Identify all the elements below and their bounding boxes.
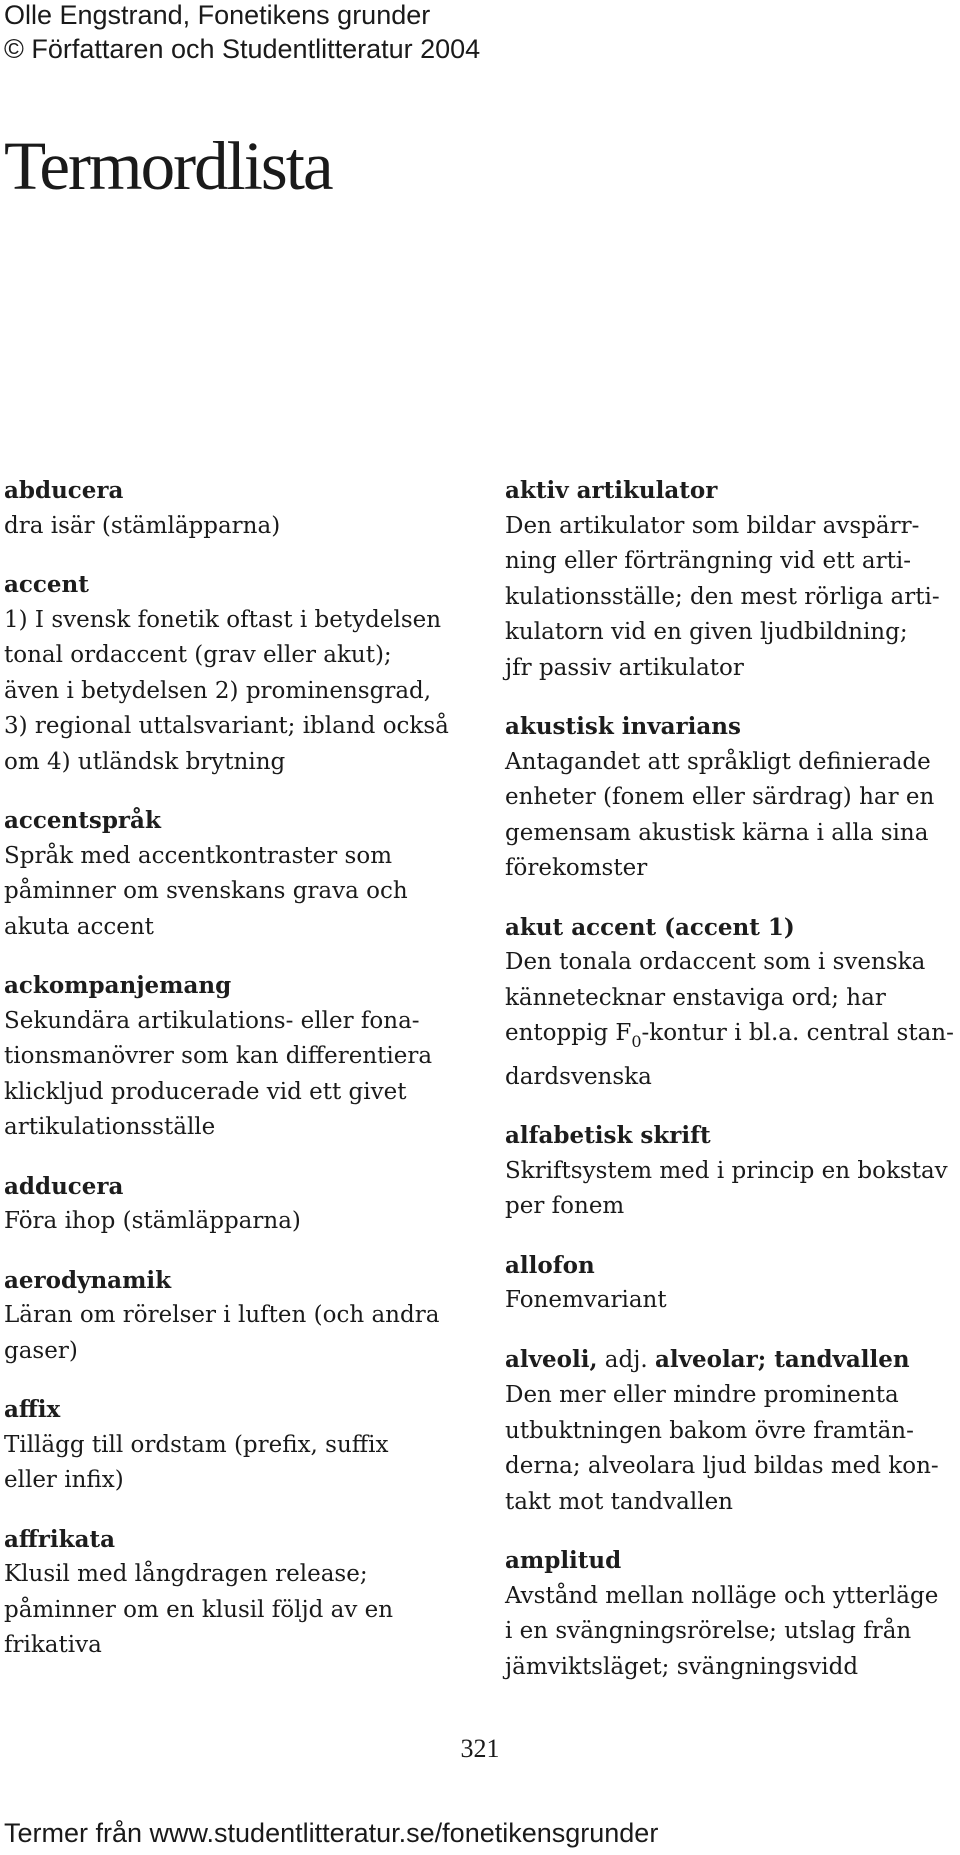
entry-definition: tionsmanövrer som kan differentiera xyxy=(4,1043,433,1069)
entry-term: aerodynamik xyxy=(4,1266,172,1294)
footer-url-line: Termer från www.studentlitteratur.se/fonetikensgrunder xyxy=(4,1818,659,1848)
entry-definition: utbuktningen bakom övre framtän- xyxy=(505,1417,914,1444)
entry-term: amplitud xyxy=(505,1547,622,1574)
entry-definition: enheter (fonem eller särdrag) har en xyxy=(505,784,935,810)
page-number: 321 xyxy=(460,1734,500,1763)
f0-subscript: 0 xyxy=(631,1032,642,1051)
left-column xyxy=(4,473,474,1687)
entry-definition: gemensam akustisk kärna i alla sina xyxy=(505,819,929,846)
entry-definition: frikativa xyxy=(4,1632,102,1658)
entry-term-compound xyxy=(505,1342,960,1379)
glossary-entry xyxy=(4,473,474,544)
right-column xyxy=(505,473,960,1708)
entry-definition: takt mot tandvallen xyxy=(505,1488,733,1515)
entry-definition: Fonemvariant xyxy=(505,1287,667,1313)
entry-definition: gaser) xyxy=(4,1337,78,1364)
entry-definition: eller infix) xyxy=(4,1467,124,1493)
entry-definition: Den mer eller mindre prominenta xyxy=(505,1382,899,1408)
glossary-entry xyxy=(4,1169,474,1240)
entry-term: affrikata xyxy=(4,1525,116,1553)
entry-term: affix xyxy=(4,1396,61,1423)
header-copyright-line: © Författaren och Studentlitteratur 2004 xyxy=(4,34,481,64)
entry-term: adducera xyxy=(4,1172,124,1200)
f0-text-before: entoppig F xyxy=(505,1020,632,1046)
entry-definition: kännetecknar enstaviga ord; har xyxy=(505,984,886,1011)
glossary-entry xyxy=(4,1392,474,1499)
entry-definition: tonal ordaccent (grav eller akut); xyxy=(4,642,392,668)
header-author-line: Olle Engstrand, Fonetikens grunder xyxy=(4,0,431,30)
entry-term: allofon xyxy=(505,1251,595,1279)
glossary-entry xyxy=(505,1118,960,1225)
glossary-entry xyxy=(4,1522,474,1664)
entry-term: accent xyxy=(4,571,89,598)
glossary-entry xyxy=(4,968,474,1146)
glossary-entry xyxy=(505,910,960,1096)
entry-definition: akuta accent xyxy=(4,913,154,940)
entry-definition: Den tonala ordaccent som i svenska xyxy=(505,949,926,975)
f0-text-after: -kontur i bl.a. central stan- xyxy=(641,1020,954,1046)
entry-definition: Avstånd mellan nolläge och ytterläge xyxy=(505,1582,939,1609)
entry-definition: Sekundära artikulations- eller fona- xyxy=(4,1007,420,1034)
entry-term: accentspråk xyxy=(4,807,161,834)
entry-definition: dra isär (stämläpparna) xyxy=(4,512,281,539)
entry-definition: per fonem xyxy=(505,1193,625,1219)
entry-term: akut accent (accent 1) xyxy=(505,913,795,941)
glossary-entry xyxy=(505,473,960,686)
entry-definition: påminner om svenskans grava och xyxy=(4,878,408,904)
entry-definition: Läran om rörelser i luften (och andra xyxy=(4,1302,440,1328)
entry-definition: förekomster xyxy=(505,855,648,881)
entry-definition: dardsvenska xyxy=(505,1063,652,1090)
entry-definition-f0 xyxy=(505,1016,960,1060)
entry-definition: Föra ihop (stämläpparna) xyxy=(4,1208,301,1234)
entry-definition: derna; alveolara ljud bildas med kon- xyxy=(505,1453,939,1479)
entry-definition: Språk med accentkontraster som xyxy=(4,842,393,869)
glossary-entry xyxy=(4,567,474,780)
entry-definition: Klusil med långdragen release; xyxy=(4,1561,368,1587)
entry-definition: jfr passiv artikulator xyxy=(505,654,744,681)
entry-definition: ning eller förträngning vid ett arti- xyxy=(505,548,911,574)
entry-term-abbrev: adj. xyxy=(597,1346,655,1373)
entry-definition: om 4) utländsk brytning xyxy=(4,748,286,775)
entry-definition: kulationsställe; den mest rörliga arti- xyxy=(505,583,940,610)
entry-definition: Den artikulator som bildar avspärr- xyxy=(505,512,920,539)
glossary-entry xyxy=(505,1248,960,1319)
entry-definition: artikulationsställe xyxy=(4,1114,216,1140)
entry-definition: påminner om en klusil följd av en xyxy=(4,1596,394,1623)
entry-term: ackompanjemang xyxy=(4,972,232,999)
entry-definition: klickljud producerade vid ett givet xyxy=(4,1078,407,1105)
entry-definition: Skriftsystem med i princip en bokstav xyxy=(505,1157,948,1184)
entry-definition: Antagandet att språkligt definierade xyxy=(505,748,931,775)
entry-definition: i en svängningsrörelse; utslag från xyxy=(505,1618,912,1644)
entry-term: alveoli, xyxy=(505,1345,598,1373)
entry-definition: även i betydelsen 2) prominensgrad, xyxy=(4,677,432,704)
glossary-entry xyxy=(4,803,474,945)
glossary-entry xyxy=(4,1263,474,1370)
entry-term: abducera xyxy=(4,477,124,504)
glossary-entry xyxy=(505,1543,960,1685)
entry-definition: kulatorn vid en given ljudbildning; xyxy=(505,619,908,645)
entry-term-secondary: alveolar; tandvallen xyxy=(654,1345,910,1373)
entry-term: aktiv artikulator xyxy=(505,477,718,504)
page-title: Termordlista xyxy=(4,128,332,204)
entry-definition: Tillägg till ordstam (prefix, suffix xyxy=(4,1431,389,1458)
entry-term: akustisk invarians xyxy=(505,713,741,740)
glossary-entry xyxy=(505,709,960,887)
entry-term: alfabetisk skrift xyxy=(505,1122,711,1149)
entry-definition: jämviktsläget; svängningsvidd xyxy=(505,1653,859,1680)
entry-definition: 1) I svensk fonetik oftast i betydelsen xyxy=(4,606,442,633)
entry-definition: 3) regional uttalsvariant; ibland också xyxy=(4,713,449,739)
glossary-entry xyxy=(505,1342,960,1521)
